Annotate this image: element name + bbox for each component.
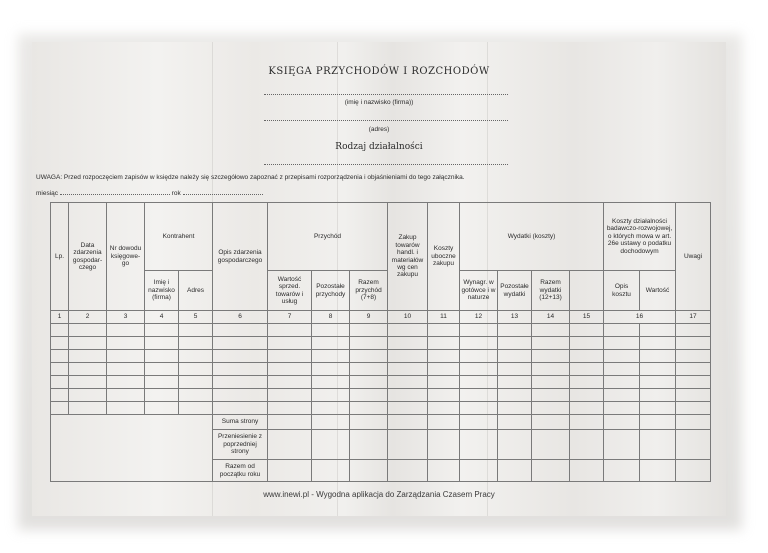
summary-label: Razem od początku roku [213, 460, 268, 482]
document-title: KSIĘGA PRZYCHODÓW I ROZCHODÓW [268, 66, 490, 77]
table-row [51, 350, 711, 363]
address-dotline [264, 120, 508, 121]
table-cell[interactable] [213, 337, 268, 350]
col-remarks-header: Uwagi [676, 203, 711, 311]
table-cell[interactable] [312, 430, 350, 460]
table-cell[interactable] [350, 460, 388, 482]
table-cell[interactable] [498, 337, 532, 350]
table-cell[interactable] [640, 460, 676, 482]
name-caption: (imię i nazwisko (firma)) [344, 99, 414, 106]
summary-label: Przeniesienie z poprzedniej strony [213, 430, 268, 460]
table-cell[interactable] [570, 376, 604, 389]
table-cell[interactable] [179, 376, 213, 389]
table-cell[interactable] [532, 415, 570, 430]
table-cell[interactable] [69, 337, 107, 350]
table-cell[interactable] [312, 363, 350, 376]
table-cell[interactable] [179, 389, 213, 402]
table-cell[interactable] [428, 376, 460, 389]
table-cell[interactable] [676, 389, 711, 402]
table-cell[interactable] [498, 376, 532, 389]
col-side-costs-header: Koszty uboczne zakupu [428, 203, 460, 311]
ledger-table [50, 202, 711, 482]
table-cell[interactable] [498, 363, 532, 376]
table-cell[interactable] [388, 363, 428, 376]
table-cell[interactable] [498, 430, 532, 460]
table-cell[interactable] [268, 324, 312, 337]
table-cell[interactable] [51, 402, 69, 415]
table-cell[interactable] [213, 402, 268, 415]
table-cell[interactable] [532, 337, 570, 350]
month-label: miesiąc [36, 190, 59, 197]
column-number: 15 [570, 311, 604, 324]
table-cell[interactable] [145, 337, 179, 350]
summary-row [51, 415, 711, 430]
table-cell[interactable] [532, 376, 570, 389]
table-cell[interactable] [145, 376, 179, 389]
table-cell[interactable] [107, 376, 145, 389]
col-address-header: Adres [179, 271, 213, 311]
table-cell[interactable] [640, 337, 676, 350]
column-number: 6 [213, 311, 268, 324]
column-number: 4 [145, 311, 179, 324]
activity-dotline [264, 164, 508, 165]
table-cell[interactable] [69, 350, 107, 363]
table-cell[interactable] [350, 376, 388, 389]
table-cell[interactable] [604, 363, 640, 376]
table-cell[interactable] [676, 402, 711, 415]
table-cell[interactable] [312, 389, 350, 402]
table-row [51, 376, 711, 389]
table-cell[interactable] [213, 376, 268, 389]
table-cell[interactable] [428, 337, 460, 350]
table-cell[interactable] [350, 324, 388, 337]
table-cell[interactable] [213, 389, 268, 402]
table-cell[interactable] [676, 430, 711, 460]
notice-text: UWAGA: Przed rozpoczęciem zapisów w księdze należy się szczegółowo zapoznać z przepisami rozporządzenia i objaśnieniami do tego załącznika. [36, 174, 465, 181]
table-cell[interactable] [428, 415, 460, 430]
table-cell[interactable] [676, 460, 711, 482]
column-number: 11 [428, 311, 460, 324]
table-cell[interactable] [69, 324, 107, 337]
table-cell[interactable] [268, 415, 312, 430]
col-other-expenses-header: Pozostałe wydatki [498, 271, 532, 311]
table-cell[interactable] [69, 363, 107, 376]
table-cell[interactable] [604, 389, 640, 402]
table-row [51, 363, 711, 376]
table-cell[interactable] [604, 337, 640, 350]
table-cell[interactable] [428, 350, 460, 363]
col-purchase-header: Zakup towarów handl. i materiałów wg cen zakupu [388, 203, 428, 311]
summary-label: Suma strony [213, 415, 268, 430]
col-sales-value-header: Wartość sprzed. towarów i usług [268, 271, 312, 311]
table-cell[interactable] [268, 376, 312, 389]
table-cell[interactable] [51, 337, 69, 350]
year-label: rok [171, 190, 181, 197]
table-cell[interactable] [51, 376, 69, 389]
table-cell[interactable] [388, 337, 428, 350]
col-name-header: Imię i nazwisko (firma) [145, 271, 179, 311]
col-value-header: Wartość [640, 271, 676, 311]
column-number: 17 [676, 311, 711, 324]
table-row [51, 402, 711, 415]
table-cell[interactable] [179, 402, 213, 415]
table-cell[interactable] [388, 324, 428, 337]
col-wages-header: Wynagr. w gotówce i w naturze [460, 271, 498, 311]
column-number: 12 [460, 311, 498, 324]
table-cell[interactable] [145, 402, 179, 415]
table-cell[interactable] [640, 324, 676, 337]
table-cell[interactable] [570, 415, 604, 430]
activity-label: Rodzaj działalności [335, 142, 423, 152]
table-cell[interactable] [312, 324, 350, 337]
table-cell[interactable] [460, 415, 498, 430]
table-cell[interactable] [51, 324, 69, 337]
col-date-header: Data zdarzenia gospodar-czego [69, 203, 107, 311]
table-cell[interactable] [51, 363, 69, 376]
table-cell[interactable] [428, 363, 460, 376]
table-cell[interactable] [570, 402, 604, 415]
table-cell[interactable] [179, 350, 213, 363]
table-cell[interactable] [268, 350, 312, 363]
column-number: 14 [532, 311, 570, 324]
table-cell[interactable] [388, 415, 428, 430]
col-revenue-header: Przychód [268, 203, 388, 271]
table-cell[interactable] [532, 389, 570, 402]
year-dotline [183, 188, 263, 195]
column-number: 16 [604, 311, 676, 324]
address-caption: (adres) [368, 126, 390, 133]
table-cell[interactable] [532, 430, 570, 460]
table-cell[interactable] [69, 402, 107, 415]
table-cell[interactable] [570, 324, 604, 337]
column-number-row [51, 311, 711, 324]
table-cell[interactable] [604, 324, 640, 337]
col-total-revenue-header: Razem przychód (7+8) [350, 271, 388, 311]
col-description-header: Opis zdarzenia gospodarczego [213, 203, 268, 311]
column-number: 13 [498, 311, 532, 324]
table-cell[interactable] [498, 350, 532, 363]
table-cell[interactable] [268, 430, 312, 460]
col-total-expenses-header: Razem wydatki (12+13) [532, 271, 570, 311]
table-cell[interactable] [570, 337, 604, 350]
col-15-header [570, 271, 604, 311]
table-cell[interactable] [570, 350, 604, 363]
column-number: 1 [51, 311, 69, 324]
table-cell[interactable] [107, 350, 145, 363]
table-cell[interactable] [388, 460, 428, 482]
table-cell[interactable] [388, 430, 428, 460]
table-cell[interactable] [350, 430, 388, 460]
table-cell[interactable] [676, 363, 711, 376]
table-cell[interactable] [388, 350, 428, 363]
table-cell[interactable] [268, 402, 312, 415]
table-cell[interactable] [604, 376, 640, 389]
column-number: 5 [179, 311, 213, 324]
table-cell[interactable] [107, 389, 145, 402]
table-cell[interactable] [460, 363, 498, 376]
table-cell[interactable] [312, 376, 350, 389]
table-cell[interactable] [312, 415, 350, 430]
table-cell[interactable] [640, 415, 676, 430]
table-cell[interactable] [460, 402, 498, 415]
summary-blank [51, 415, 213, 482]
table-cell[interactable] [532, 363, 570, 376]
table-cell[interactable] [213, 350, 268, 363]
table-cell[interactable] [428, 389, 460, 402]
table-cell[interactable] [640, 376, 676, 389]
table-cell[interactable] [179, 337, 213, 350]
table-cell[interactable] [312, 350, 350, 363]
table-cell[interactable] [640, 430, 676, 460]
table-cell[interactable] [676, 337, 711, 350]
col-lp-header: Lp. [51, 203, 69, 311]
column-number: 10 [388, 311, 428, 324]
table-cell[interactable] [312, 337, 350, 350]
table-cell[interactable] [107, 324, 145, 337]
table-cell[interactable] [428, 402, 460, 415]
table-cell[interactable] [640, 402, 676, 415]
month-dotline [60, 188, 170, 195]
table-cell[interactable] [51, 350, 69, 363]
table-cell[interactable] [428, 324, 460, 337]
table-cell[interactable] [350, 350, 388, 363]
table-cell[interactable] [107, 402, 145, 415]
column-number: 3 [107, 311, 145, 324]
table-cell[interactable] [570, 363, 604, 376]
table-row [51, 389, 711, 402]
table-cell[interactable] [460, 350, 498, 363]
table-cell[interactable] [532, 402, 570, 415]
table-cell[interactable] [69, 376, 107, 389]
column-number: 2 [69, 311, 107, 324]
table-cell[interactable] [676, 415, 711, 430]
column-number: 7 [268, 311, 312, 324]
table-cell[interactable] [268, 389, 312, 402]
table-cell[interactable] [388, 376, 428, 389]
table-cell[interactable] [460, 376, 498, 389]
table-cell[interactable] [532, 350, 570, 363]
table-cell[interactable] [676, 376, 711, 389]
table-cell[interactable] [388, 389, 428, 402]
col-expenses-header: Wydatki (koszty) [460, 203, 604, 271]
table-cell[interactable] [532, 460, 570, 482]
table-cell[interactable] [460, 324, 498, 337]
table-cell[interactable] [604, 430, 640, 460]
table-cell[interactable] [107, 363, 145, 376]
table-cell[interactable] [268, 460, 312, 482]
table-cell[interactable] [676, 324, 711, 337]
table-row [51, 324, 711, 337]
table-cell[interactable] [51, 389, 69, 402]
table-cell[interactable] [460, 389, 498, 402]
name-dotline [264, 94, 508, 95]
table-cell[interactable] [498, 324, 532, 337]
table-cell[interactable] [350, 415, 388, 430]
table-cell[interactable] [350, 363, 388, 376]
table-cell[interactable] [640, 350, 676, 363]
table-cell[interactable] [640, 389, 676, 402]
footer-text: www.inewi.pl - Wygodna aplikacja do Zarządzania Czasem Pracy [263, 490, 495, 499]
table-cell[interactable] [350, 337, 388, 350]
table-cell[interactable] [604, 460, 640, 482]
table-cell[interactable] [498, 460, 532, 482]
column-number: 8 [312, 311, 350, 324]
table-cell[interactable] [570, 430, 604, 460]
table-cell[interactable] [604, 415, 640, 430]
table-cell[interactable] [350, 402, 388, 415]
table-cell[interactable] [268, 337, 312, 350]
table-cell[interactable] [179, 324, 213, 337]
table-cell[interactable] [498, 402, 532, 415]
table-cell[interactable] [570, 460, 604, 482]
table-cell[interactable] [604, 350, 640, 363]
table-cell[interactable] [640, 363, 676, 376]
table-cell[interactable] [350, 389, 388, 402]
period-line [36, 188, 263, 197]
col-contractor-header: Kontrahent [145, 203, 213, 271]
table-cell[interactable] [107, 337, 145, 350]
table-cell[interactable] [676, 350, 711, 363]
table-cell[interactable] [179, 363, 213, 376]
column-number: 9 [350, 311, 388, 324]
table-cell[interactable] [532, 324, 570, 337]
table-cell[interactable] [145, 324, 179, 337]
table-cell[interactable] [312, 402, 350, 415]
table-cell[interactable] [428, 430, 460, 460]
col-other-revenue-header: Pozostałe przychody [312, 271, 350, 311]
table-cell[interactable] [268, 363, 312, 376]
table-cell[interactable] [69, 389, 107, 402]
table-cell[interactable] [604, 402, 640, 415]
table-cell[interactable] [145, 389, 179, 402]
col-doc-number-header: Nr dowodu księgowe-go [107, 203, 145, 311]
table-cell[interactable] [388, 402, 428, 415]
table-cell[interactable] [145, 350, 179, 363]
table-cell[interactable] [460, 430, 498, 460]
table-cell[interactable] [498, 389, 532, 402]
table-cell[interactable] [570, 389, 604, 402]
ledger-sheet [32, 42, 726, 516]
table-cell[interactable] [213, 363, 268, 376]
table-cell[interactable] [312, 460, 350, 482]
col-cost-description-header: Opis kosztu [604, 271, 640, 311]
table-cell[interactable] [145, 363, 179, 376]
table-cell[interactable] [213, 324, 268, 337]
table-cell[interactable] [460, 337, 498, 350]
col-rnd-costs-header: Koszty działalności badawczo-rozwojowej, o których mowa w art. 26e ustawy o podatku dochodowym [604, 203, 676, 271]
table-cell[interactable] [460, 460, 498, 482]
table-row [51, 337, 711, 350]
table-cell[interactable] [428, 460, 460, 482]
table-cell[interactable] [498, 415, 532, 430]
ledger-body [51, 324, 711, 415]
